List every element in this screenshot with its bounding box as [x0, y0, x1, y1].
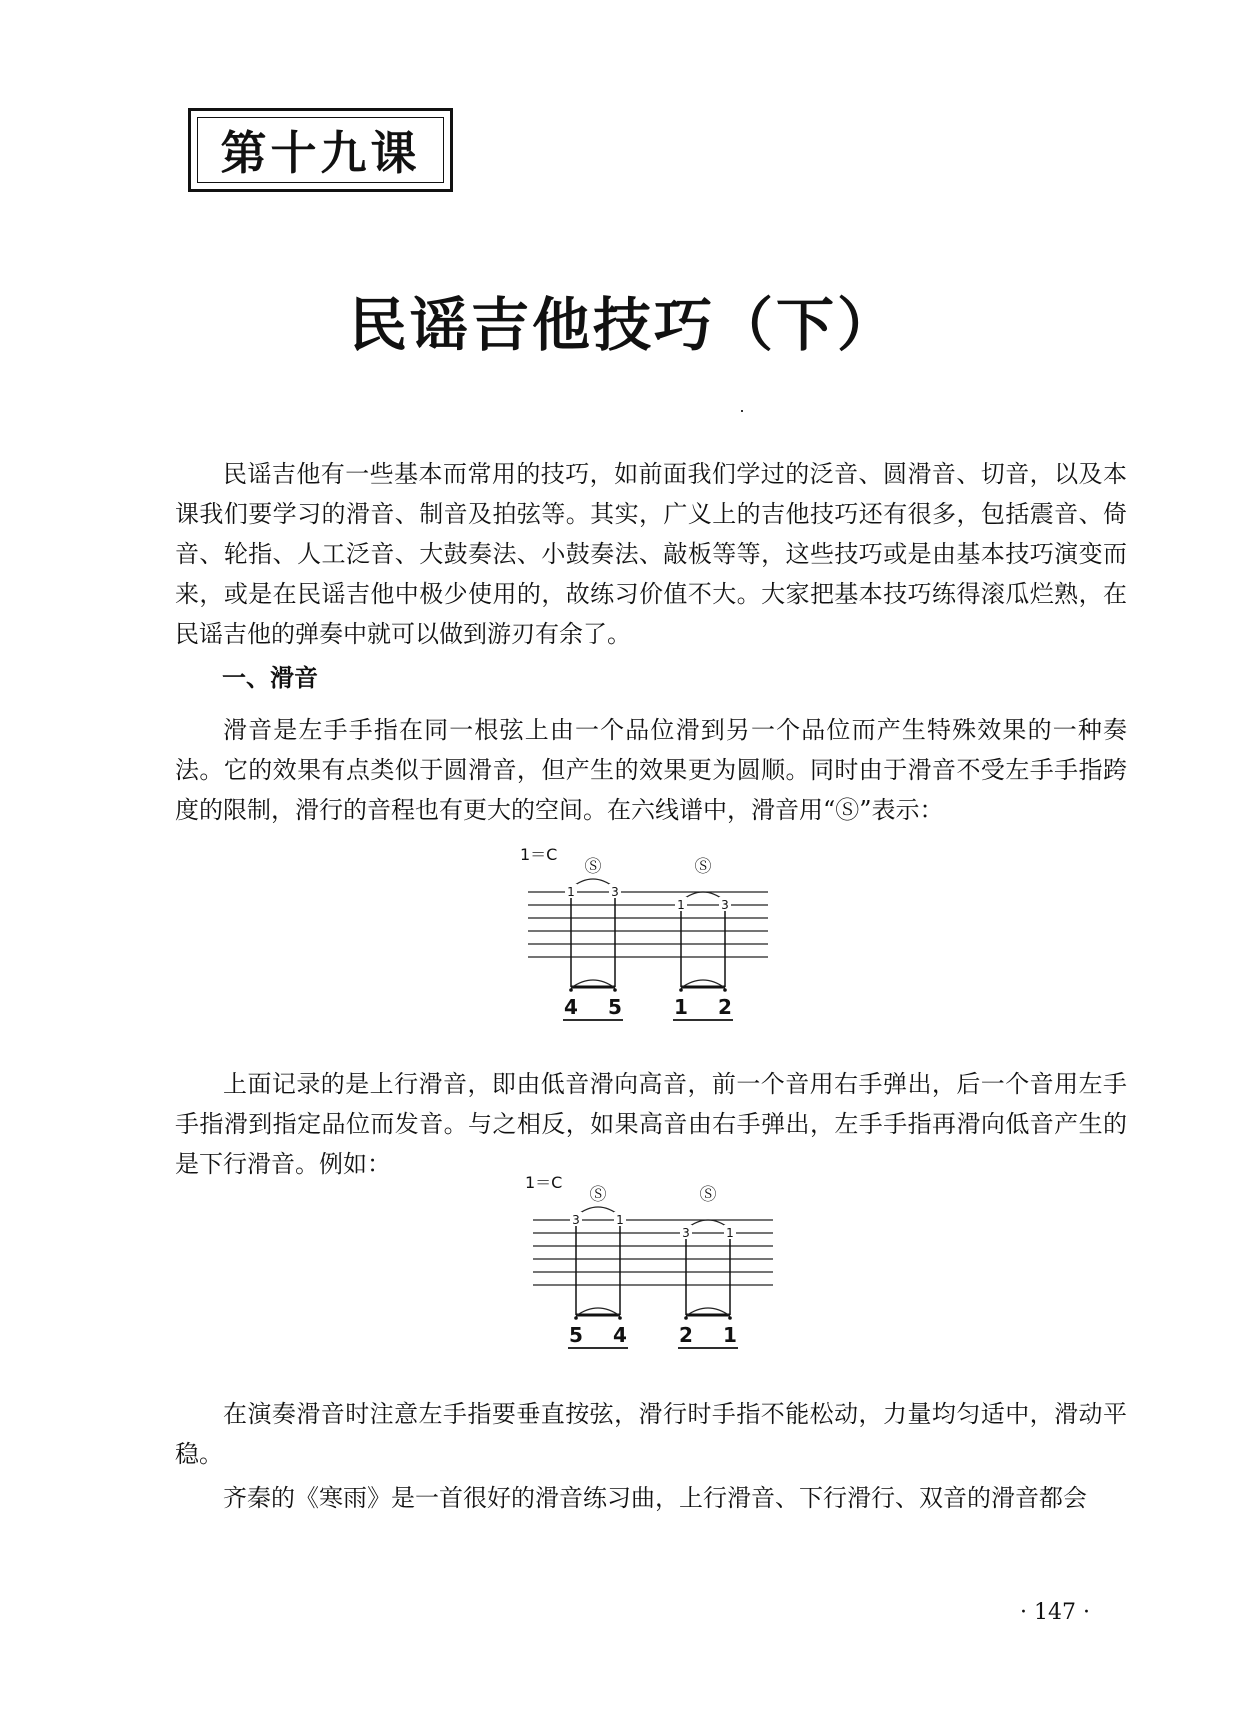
numbered-note: 2: [718, 995, 732, 1019]
fret-number: 1: [567, 885, 575, 899]
key-signature: 1＝C: [525, 1173, 563, 1192]
fret-number: 3: [572, 1213, 580, 1227]
lesson-label: 第十九课: [220, 126, 421, 180]
numbered-note: 1: [723, 1323, 737, 1347]
ascending-slide-paragraph: 上面记录的是上行滑音，即由低音滑向高音，前一个音用右手弹出，后一个音用左手手指滑到指定品位而发音。与之相反，如果高音由右手弹出，左手手指再滑向低音产生的是下行滑音。例如：: [175, 1070, 1127, 1178]
numbered-note: 5: [608, 995, 622, 1019]
lesson-box-inner-frame: [197, 117, 444, 183]
octave-dot: [618, 1316, 622, 1320]
octave-dot: [728, 1316, 732, 1320]
lesson-box: [188, 108, 453, 192]
section-heading-slide: 一、滑音: [222, 663, 318, 692]
slur-arc: [686, 1220, 730, 1229]
octave-dot: [679, 988, 683, 992]
slide-symbol: Ⓢ: [694, 857, 712, 877]
slide-definition-paragraph: 滑音是左手手指在同一根弦上由一个品位滑到另一个品位而产生特殊效果的一种奏法。它的效果有点类似于圆滑音，但产生的效果更为圆顺。同时由于滑音不受左手手指跨度的限制，滑行的音程也有更大的空间。在六线谱中，滑音用“Ⓢ”表示：: [175, 716, 1127, 824]
octave-dot: [723, 988, 727, 992]
numbered-note: 4: [613, 1323, 627, 1347]
fret-number: 3: [682, 1226, 690, 1240]
page-title: 民谣吉他技巧（下）: [348, 291, 898, 359]
numbered-note: 5: [569, 1323, 583, 1347]
page-number: · 147 ·: [1020, 1600, 1090, 1625]
numbered-note: 2: [679, 1323, 693, 1347]
slur-arc: [571, 879, 615, 888]
fret-number: 3: [611, 885, 619, 899]
numbered-note: 1: [674, 995, 688, 1019]
fret-number: 1: [726, 1226, 734, 1240]
technique-paragraph: 在演奏滑音时注意左手指要垂直按弦，滑行时手指不能松动，力量均匀适中，滑动平稳。: [175, 1400, 1127, 1468]
slur-arc: [681, 892, 725, 901]
slur-arc: [576, 1207, 620, 1216]
octave-dot: [613, 988, 617, 992]
key-signature: 1＝C: [520, 845, 558, 864]
tab-example-ascending: [518, 842, 778, 1032]
tab-example-descending: [523, 1170, 783, 1360]
stray-dot: [741, 410, 743, 412]
intro-paragraph: 民谣吉他有一些基本而常用的技巧，如前面我们学过的泛音、圆滑音、切音，以及本课我们要学习的滑音、制音及拍弦等。其实，广义上的吉他技巧还有很多，包括震音、倚音、轮指、人工泛音、大鼓奏法、小鼓奏法、敲板等等，这些技巧或是由基本技巧演变而来，或是在民谣吉他中极少使用的，故练习价值不大。大家把基本技巧练得滚瓜烂熟，在民谣吉他的弹奏中就可以做到游刃有余了。: [175, 460, 1127, 648]
fret-number: 3: [721, 898, 729, 912]
slide-symbol: Ⓢ: [584, 857, 602, 877]
slide-symbol: Ⓢ: [589, 1185, 607, 1205]
slide-symbol: Ⓢ: [699, 1185, 717, 1205]
fret-number: 1: [677, 898, 685, 912]
final-paragraph: 齐秦的《寒雨》是一首很好的滑音练习曲，上行滑音、下行滑行、双音的滑音都会: [223, 1484, 1087, 1512]
fret-number: 1: [616, 1213, 624, 1227]
octave-dot: [684, 1316, 688, 1320]
octave-dot: [569, 988, 573, 992]
octave-dot: [574, 1316, 578, 1320]
numbered-note: 4: [564, 995, 578, 1019]
